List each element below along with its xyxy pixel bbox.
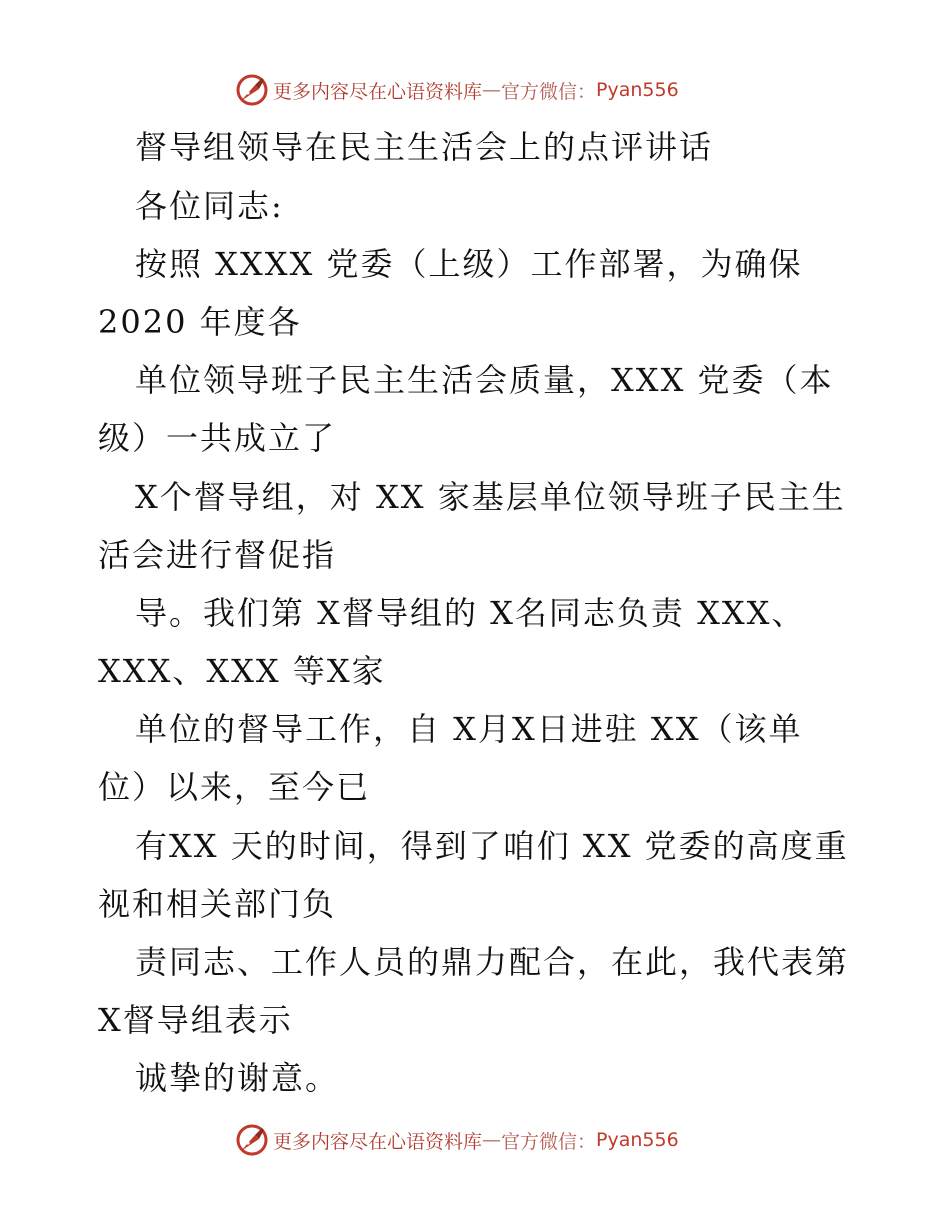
body-line: XXX、XXX 等X家 bbox=[98, 652, 386, 690]
document-title: 督导组领导在民主生活会上的点评讲话 bbox=[135, 128, 714, 166]
watermark-main-text: 更多内容尽在心语资料库 bbox=[273, 1130, 483, 1153]
body-line: 责同志、工作人员的鼎力配合，在此，我代表第 bbox=[135, 943, 850, 981]
watermark-header bbox=[235, 72, 679, 108]
body-line: 视和相关部门负 bbox=[98, 885, 337, 923]
body-line: 级）一共成立了 bbox=[98, 419, 337, 457]
watermark-dash: — bbox=[482, 1129, 502, 1151]
watermark-wechat-id: Pyan556 bbox=[596, 79, 679, 101]
pen-nib-circle-icon bbox=[235, 73, 269, 107]
watermark-official-label: 官方微信： bbox=[501, 1130, 597, 1153]
body-line: 按照 XXXX 党委（上级）工作部署，为确保 bbox=[135, 245, 803, 283]
body-line: X督导组表示 bbox=[98, 1001, 293, 1039]
body-line: 单位的督导工作，自 X月X日进驻 XX（该单 bbox=[135, 710, 803, 748]
body-line: 2020 年度各 bbox=[98, 303, 302, 341]
watermark-footer bbox=[235, 1122, 679, 1158]
body-line: 诚挚的谢意。 bbox=[135, 1059, 340, 1097]
watermark-official-label: 官方微信： bbox=[501, 80, 597, 103]
body-line: 单位领导班子民主生活会质量，XXX 党委（本 bbox=[135, 361, 834, 399]
pen-nib-circle-icon bbox=[235, 1123, 269, 1157]
body-line: X个督导组，对 XX 家基层单位领导班子民主生 bbox=[135, 478, 846, 516]
body-line: 有XX 天的时间，得到了咱们 XX 党委的高度重 bbox=[135, 827, 849, 865]
salutation: 各位同志: bbox=[135, 187, 284, 225]
body-line: 位）以来，至今已 bbox=[98, 768, 371, 806]
body-line: 导。我们第 X督导组的 X名同志负责 XXX、 bbox=[135, 594, 806, 632]
watermark-main-text: 更多内容尽在心语资料库 bbox=[273, 80, 483, 103]
watermark-wechat-id: Pyan556 bbox=[596, 1129, 679, 1151]
body-line: 活会进行督促指 bbox=[98, 536, 337, 574]
watermark-dash: — bbox=[482, 79, 502, 101]
